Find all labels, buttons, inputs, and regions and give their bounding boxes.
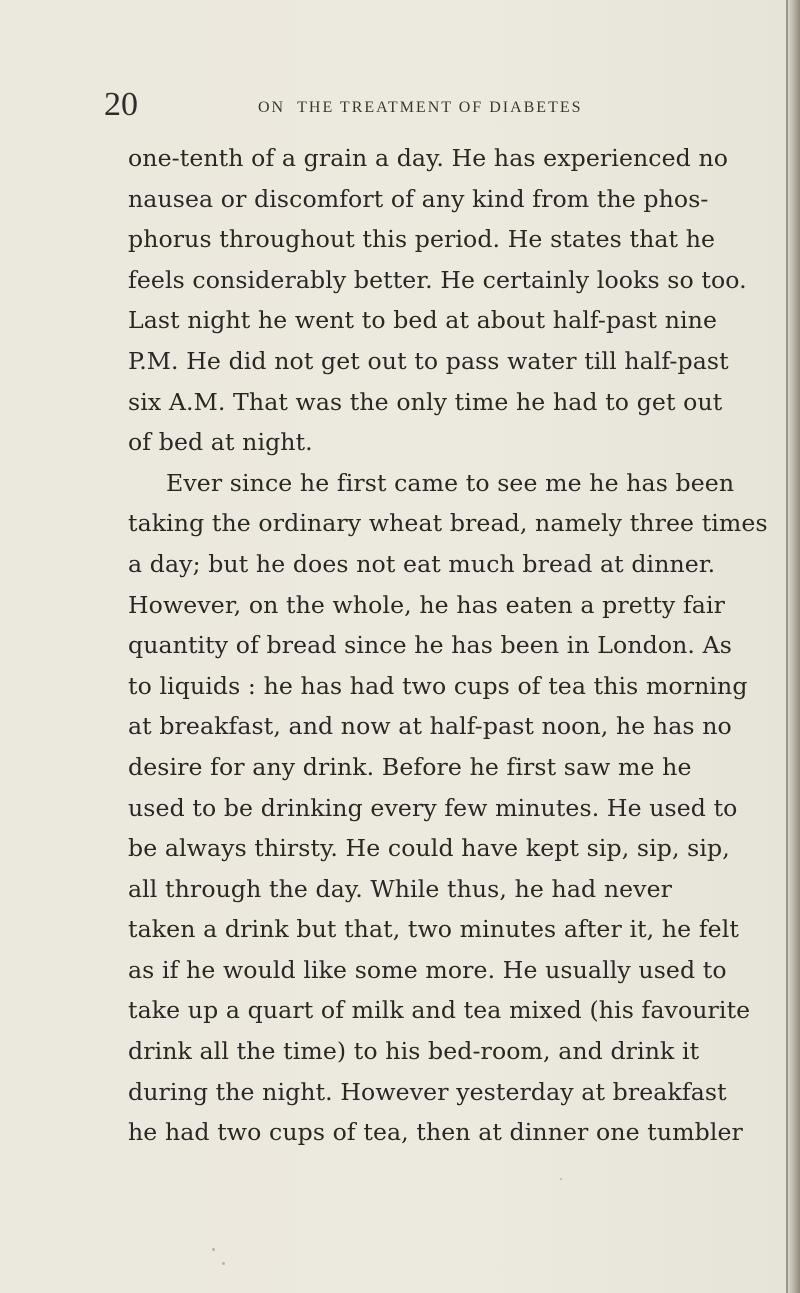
paper-speck <box>212 1248 215 1251</box>
running-head-on: ON <box>258 99 286 116</box>
body-text <box>128 138 768 1153</box>
text-line: taking the ordinary wheat bread, namely three times <box>128 509 768 538</box>
text-line: quantity of bread since he has been in London. As <box>128 631 732 660</box>
paper-speck <box>222 1262 225 1265</box>
text-line: taken a drink but that, two minutes after it, he felt <box>128 915 739 944</box>
text-line: to liquids : he has had two cups of tea this morning <box>128 671 748 700</box>
text-line: used to be drinking every few minutes. He used to <box>128 793 738 822</box>
text-line: be always thirsty. He could have kept sip, sip, sip, <box>128 834 730 863</box>
text-line: one-tenth of a grain a day. He has experienced no <box>128 144 729 172</box>
page-header <box>104 85 704 125</box>
text-line: at breakfast, and now at half-past noon, he has no <box>128 712 732 741</box>
text-line: take up a quart of milk and tea mixed (his favourite <box>128 996 751 1025</box>
text-line: phorus throughout this period. He states that he <box>128 225 716 254</box>
text-line: as if he would like some more. He usually used to <box>128 955 727 984</box>
running-head <box>258 95 583 121</box>
page-edge <box>788 0 800 1293</box>
text-line: drink all the time) to his bed-room, and drink it <box>128 1037 700 1066</box>
text-line: nausea or discomfort of any kind from the phos- <box>128 184 709 213</box>
text-line: of bed at night. <box>128 428 313 457</box>
text-line: P.M. He did not get out to pass water till half-past <box>128 346 729 375</box>
running-head-title: THE TREATMENT OF DIABETES <box>297 99 583 116</box>
page-number: 20 <box>104 86 138 123</box>
text-line: desire for any drink. Before he first saw me he <box>128 752 692 781</box>
text-line: However, on the whole, he has eaten a pretty fair <box>128 590 725 619</box>
paper-speck <box>560 1178 562 1180</box>
text-line: Last night he went to bed at about half-past nine <box>128 306 718 335</box>
paragraph-start-line: Ever since he first came to see me he has been <box>166 468 735 497</box>
text-line: during the night. However yesterday at breakfast <box>128 1077 727 1106</box>
text-line: feels considerably better. He certainly looks so too. <box>128 265 747 294</box>
text-line: he had two cups of tea, then at dinner one tumbler <box>128 1118 743 1147</box>
text-line: all through the day. While thus, he had never <box>128 874 673 903</box>
text-line: a day; but he does not eat much bread at dinner. <box>128 549 716 578</box>
text-line: six A.M. That was the only time he had to get out <box>128 387 723 416</box>
